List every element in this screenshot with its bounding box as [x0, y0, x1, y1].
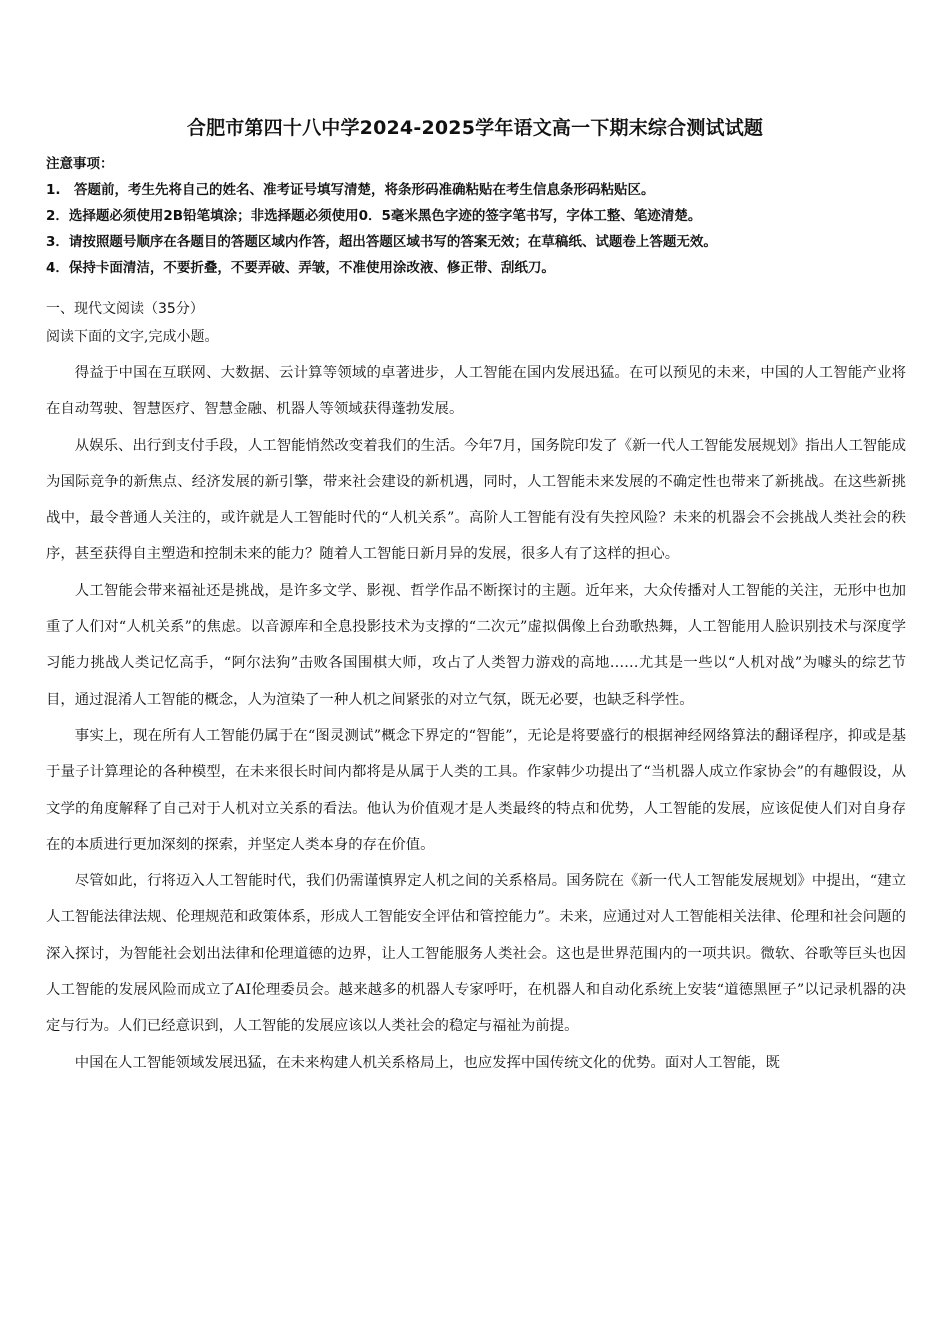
- section-instruction: 阅读下面的文字,完成小题。: [46, 329, 219, 345]
- notice-item-4: 4．保持卡面清洁，不要折叠，不要弄破、弄皱，不准使用涂改液、修正带、刮纸刀。: [46, 260, 555, 276]
- passage-paragraph-1: 得益于中国在互联网、大数据、云计算等领域的卓著进步，人工智能在国内发展迅猛。在可以预见的未来，中国的人工智能产业将在自动驾驶、智慧医疗、智慧金融、机器人等领域获得蓬勃发展。: [46, 365, 906, 418]
- notice-heading: 注意事项：: [46, 156, 114, 172]
- passage-paragraph-2: 从娱乐、出行到支付手段，人工智能悄然改变着我们的生活。今年7月，国务院印发了《新一代人工智能发展规划》指出人工智能成为国际竞争的新焦点、经济发展的新引擎，带来社会建设的新机遇，同时，人工智能未来发展的不确定性也带来了新挑战。在这些新挑战中，最令普通人关注的，或许就是人工智能时代的“人机关系”。高阶人工智能有没有失控风险？未来的机器会不会挑战人类社会的秩序，甚至获得自主塑造和控制未来的能力？随着人工智能日新月异的发展，很多人有了这样的担心。: [46, 437, 906, 563]
- passage-paragraph-5: 尽管如此，行将迈入人工智能时代，我们仍需谨慎界定人机之间的关系格局。国务院在《新一代人工智能发展规划》中提出，“建立人工智能法律法规、伦理规范和政策体系，形成人工智能安全评估和管控能力”。未来，应通过对人工智能相关法律、伦理和社会问题的深入探讨，为智能社会划出法律和伦理道德的边界，让人工智能服务人类社会。这也是世界范围内的一项共识。微软、谷歌等巨头也因人工智能的发展风险而成立了AI伦理委员会。越来越多的机器人专家呼吁，在机器人和自动化系统上安装“道德黑匣子”以记录机器的决定与行为。人们已经意识到，人工智能的发展应该以人类社会的稳定与福祉为前提。: [46, 873, 906, 1035]
- exam-title: 合肥市第四十八中学2024-2025学年语文高一下期末综合测试试题: [186, 117, 764, 139]
- reading-passage: [46, 355, 906, 1081]
- notice-item-1: 1. 答题前，考生先将自己的姓名、准考证号填写清楚，将条形码准确粘贴在考生信息条形码粘贴区。: [46, 182, 655, 198]
- passage-paragraph-4: 事实上，现在所有人工智能仍属于在“图灵测试”概念下界定的“智能”，无论是将要盛行的根据神经网络算法的翻译程序，抑或是基于量子计算理论的各种模型，在未来很长时间内都将是从属于人类的工具。作家韩少功提出了“当机器人成立作家协会”的有趣假设，从文学的角度解释了自己对于人机对立关系的看法。他认为价值观才是人类最终的特点和优势，人工智能的发展，应该促使人们对自身存在的本质进行更加深刻的探索，并坚定人类本身的存在价值。: [46, 727, 906, 853]
- passage-paragraph-3: 人工智能会带来福祉还是挑战，是许多文学、影视、哲学作品不断探讨的主题。近年来，大众传播对人工智能的关注，无形中也加重了人们对“人机关系”的焦虑。以音源库和全息投影技术为支撑的“二次元”虚拟偶像上台劲歌热舞，人工智能用人脸识别技术与深度学习能力挑战人类记忆高手，“阿尔法狗”击败各国围棋大师，攻占了人类智力游戏的高地……尤其是一些以“人机对战”为噱头的综艺节目，通过混淆人工智能的概念，人为渲染了一种人机之间紧张的对立气氛，既无必要，也缺乏科学性。: [46, 582, 906, 708]
- notice-block: [46, 151, 916, 281]
- notice-item-3: 3．请按照题号顺序在各题目的答题区域内作答，超出答题区域书写的答案无效；在草稿纸、试题卷上答题无效。: [46, 234, 717, 250]
- section-heading: 一、现代文阅读（35分）: [46, 301, 204, 317]
- notice-item-2: 2．选择题必须使用2B铅笔填涂；非选择题必须使用0．5毫米黑色字迹的签字笔书写，字体工整、笔迹清楚。: [46, 208, 702, 224]
- passage-paragraph-6: 中国在人工智能领域发展迅猛，在未来构建人机关系格局上，也应发挥中国传统文化的优势。面对人工智能，既: [74, 1054, 780, 1071]
